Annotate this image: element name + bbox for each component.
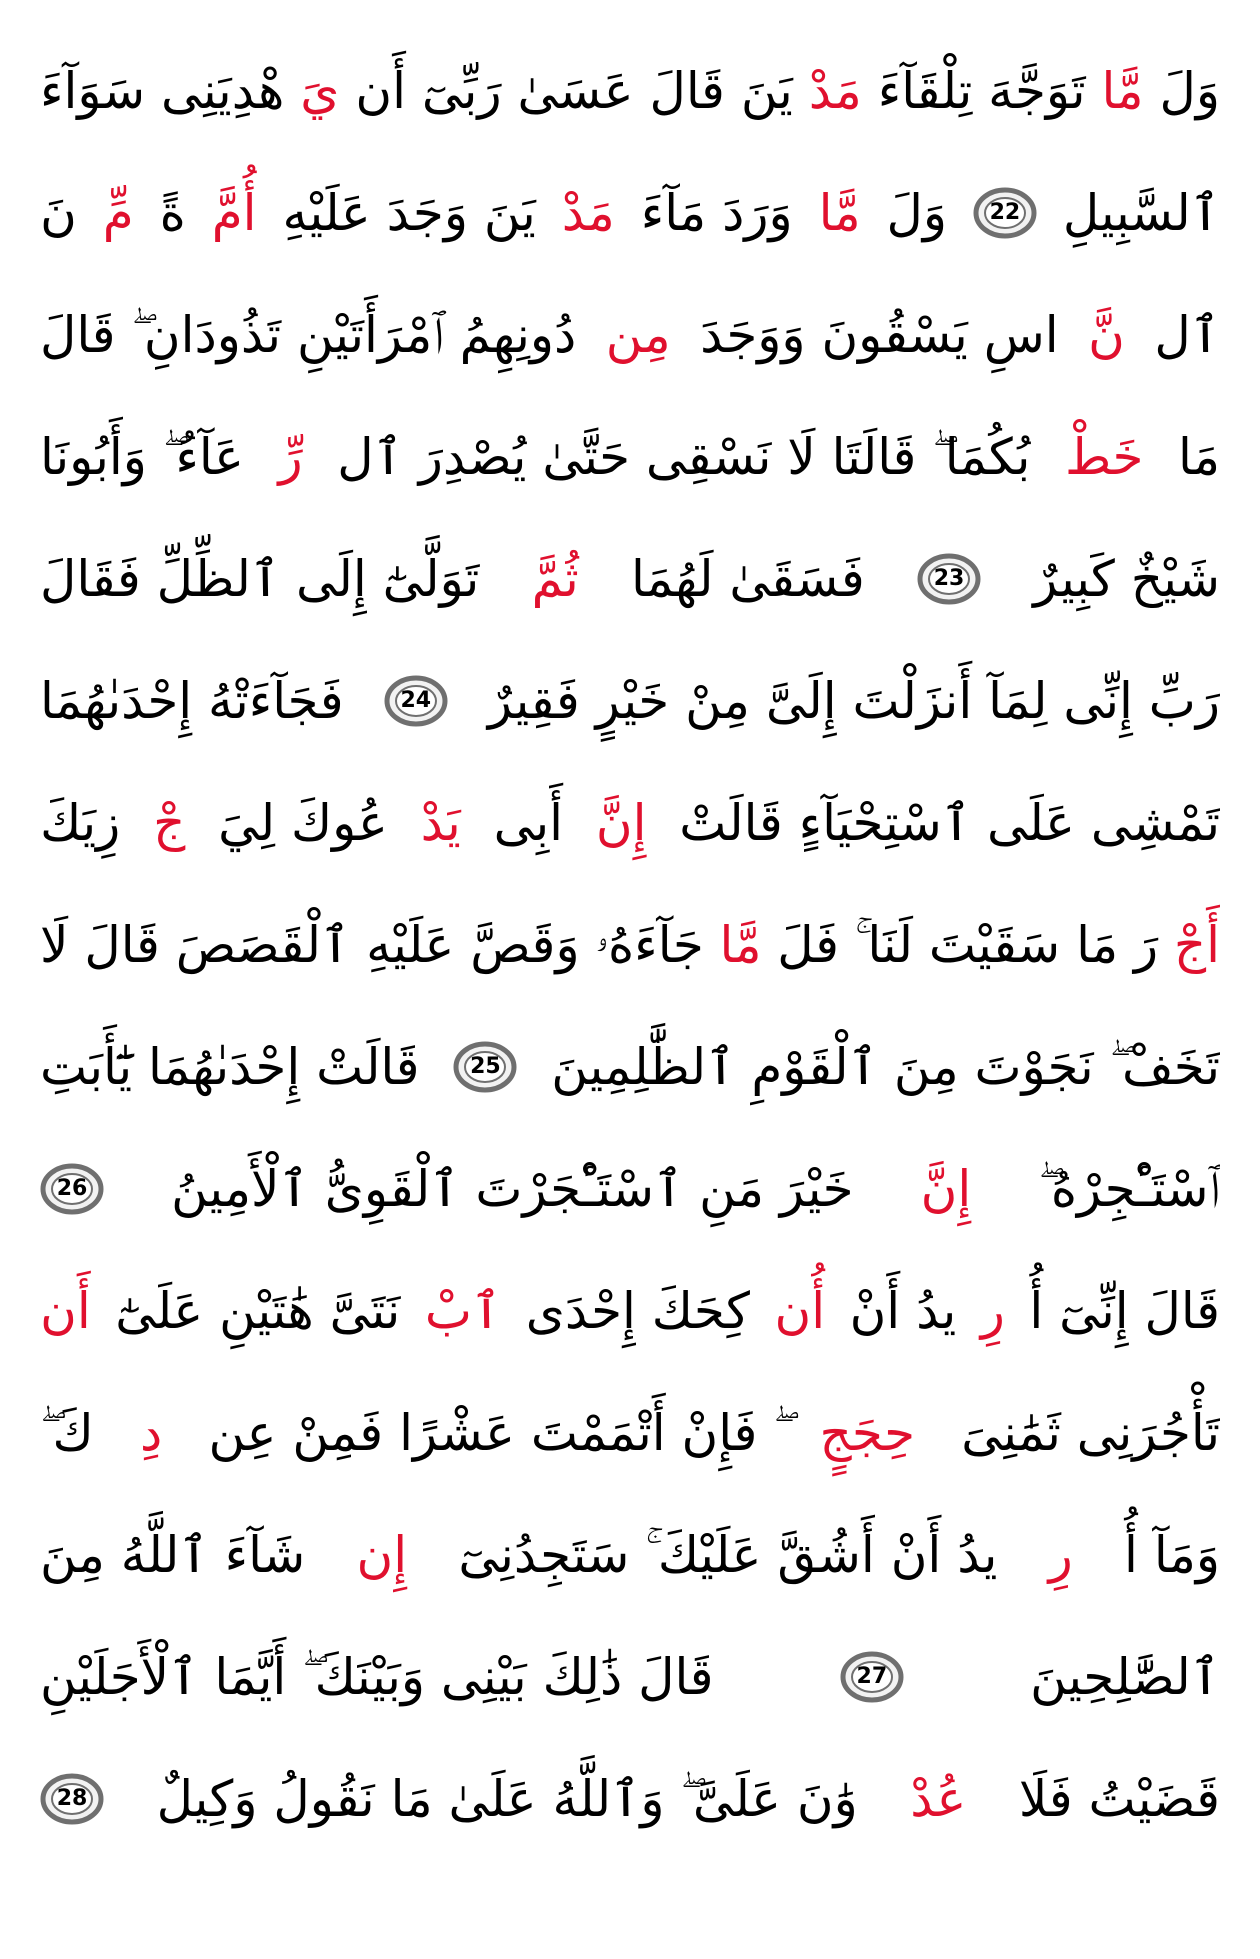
ayah-end-marker xyxy=(840,1651,904,1703)
verse-text: قَضَيْتُ فَلَا xyxy=(1018,1770,1220,1828)
verse-line xyxy=(40,1738,1220,1860)
tajweed-red-text: أُن xyxy=(774,1282,826,1340)
verse-text: عَآءُ ۖ وَأَبُونَا xyxy=(40,428,244,486)
tajweed-red-text: أُمَّ xyxy=(211,184,257,242)
verse-line xyxy=(40,1494,1220,1616)
tajweed-red-text: أَجْ xyxy=(1173,916,1220,974)
ayah-number: 28 xyxy=(56,1786,88,1811)
verse-text: اسِ يَسْقُونَ وَوَجَدَ xyxy=(700,306,1059,364)
verse-text: رَبِّ إِنِّى لِمَآ أَنزَلْتَ إِلَىَّ مِنْ خَيْرٍ فَقِيرٌ xyxy=(487,672,1220,730)
verse-line xyxy=(40,518,1220,640)
ayah-end-marker xyxy=(453,1041,517,1093)
verse-text: ٱل xyxy=(1154,306,1220,364)
tajweed-red-text: إِن xyxy=(356,1526,408,1584)
ayah-end-marker xyxy=(40,1773,104,1825)
verse-line xyxy=(40,152,1220,274)
verse-line xyxy=(40,274,1220,396)
verse-text: قَالَ ذَٰلِكَ بَيْنِى وَبَيْنَكَ ۖ أَيَّمَا ٱلْأَجَلَيْنِ xyxy=(40,1648,714,1706)
verse-text: وَٰنَ عَلَىَّ ۖ وَٱللَّهُ عَلَىٰ مَا نَقُولُ وَكِيلٌ xyxy=(156,1770,858,1828)
ayah-number: 24 xyxy=(400,688,432,713)
verse-text: شَيْخٌ كَبِيرٌ xyxy=(1033,550,1220,608)
tajweed-red-text: مَّا xyxy=(719,916,762,974)
verse-text: ٱلصَّٰلِحِينَ xyxy=(1030,1648,1220,1706)
ayah-number: 26 xyxy=(56,1176,88,1201)
ayah-end-marker xyxy=(973,187,1037,239)
tajweed-red-text: مَّا xyxy=(818,184,861,242)
verse-line xyxy=(40,884,1220,1006)
verse-text: هْدِيَنِى سَوَآءَ xyxy=(40,62,285,120)
verse-text: تَمْشِى عَلَى ٱسْتِحْيَآءٍ قَالَتْ xyxy=(679,794,1220,852)
tajweed-red-text: رِّ xyxy=(278,428,303,486)
verse-text: جَآءَهُۥ وَقَصَّ عَلَيْهِ ٱلْقَصَصَ قَالَ لَا xyxy=(40,916,704,974)
tajweed-red-text: نَّ xyxy=(1088,306,1125,364)
tajweed-red-text: عُدْ xyxy=(910,1770,967,1828)
tajweed-red-text: إِنَّ xyxy=(595,794,647,852)
ayah-number: 23 xyxy=(933,566,965,591)
verse-line xyxy=(40,1616,1220,1738)
verse-text: مَا xyxy=(1177,428,1220,486)
verse-text: تَوَجَّهَ تِلْقَآءَ xyxy=(877,62,1086,120)
ayah-end-marker xyxy=(384,675,448,727)
verse-text: ۖ فَإِنْ أَتْمَمْتَ عَشْرًا فَمِنْ عِن xyxy=(208,1404,774,1462)
verse-text: عُوكَ لِيَ xyxy=(218,794,388,852)
tajweed-red-text: مِن xyxy=(605,306,671,364)
verse-text: وَلَ xyxy=(886,184,947,242)
tajweed-red-text: دِ xyxy=(140,1404,163,1462)
verse-text: قَالَتْ إِحْدَىٰهُمَا يَٰٓأَبَتِ xyxy=(40,1038,420,1096)
verse-text: فَجَآءَتْهُ إِحْدَىٰهُمَا xyxy=(40,672,344,730)
verse-line xyxy=(40,762,1220,884)
verse-text: وَمَآ أُ xyxy=(1124,1526,1220,1584)
verse-line xyxy=(40,1128,1220,1250)
tajweed-red-text: خَطْ xyxy=(1065,428,1144,486)
tajweed-red-text: رِ xyxy=(980,1282,1005,1340)
verse-text: فَسَقَىٰ لَهُمَا xyxy=(631,550,865,608)
verse-text: يَنَ وَجَدَ عَلَيْهِ xyxy=(282,184,536,242)
verse-text: تَأْجُرَنِى ثَمَٰنِىَ xyxy=(961,1404,1220,1462)
tajweed-red-text: ثُمَّ xyxy=(531,550,579,608)
verse-text: دُونِهِمُ ٱمْرَأَتَيْنِ تَذُودَانِ ۖ قَالَ xyxy=(40,306,577,364)
verse-text: وَلَ xyxy=(1159,62,1220,120)
ayah-number: 25 xyxy=(470,1054,501,1079)
verse-text: ٱسْتَـْٔجِرْهُ ۖ xyxy=(1038,1160,1220,1218)
verse-line xyxy=(40,30,1220,152)
verse-text: أَبِى xyxy=(493,794,564,852)
tajweed-red-text: أَن xyxy=(40,1282,91,1340)
verse-text: نَ xyxy=(40,184,77,242)
verse-text: رَ مَا سَقَيْتَ لَنَا ۚ فَلَ xyxy=(777,916,1159,974)
verse-text: كِحَكَ إِحْدَى xyxy=(525,1282,750,1340)
verse-text: شَآءَ ٱللَّهُ مِنَ xyxy=(40,1526,306,1584)
verse-line xyxy=(40,640,1220,762)
tajweed-red-text: مِّ xyxy=(102,184,134,242)
verse-text: تَخَفْ ۖ نَجَوْتَ مِنَ ٱلْقَوْمِ ٱلظَّٰلِمِينَ xyxy=(551,1038,1220,1096)
tajweed-red-text: مَدْ xyxy=(561,184,615,242)
ayah-number: 27 xyxy=(856,1664,888,1689)
tajweed-red-text: يَ xyxy=(300,62,340,120)
verse-text: يدُ أَنْ xyxy=(849,1282,957,1340)
tajweed-red-text: إِنَّ xyxy=(920,1160,972,1218)
verse-line xyxy=(40,1372,1220,1494)
verse-text: يَنَ قَالَ عَسَىٰ رَبِّىٓ أَن xyxy=(355,62,793,120)
verse-line xyxy=(40,1250,1220,1372)
verse-line xyxy=(40,396,1220,518)
ayah-end-marker xyxy=(40,1163,104,1215)
verse-text: زِيَكَ xyxy=(40,794,121,852)
tajweed-red-text: جْ xyxy=(153,794,186,852)
verse-text: خَيْرَ مَنِ ٱسْتَـْٔجَرْتَ ٱلْقَوِىُّ ٱلْأَمِينُ xyxy=(171,1160,854,1218)
verse-text: قَالَ إِنِّىٓ أُ xyxy=(1029,1282,1220,1340)
verse-text: ٱلسَّبِيلِ xyxy=(1062,184,1220,242)
tajweed-red-text: حِجَجٍ xyxy=(819,1404,916,1462)
verse-lines xyxy=(40,30,1220,1860)
verse-line xyxy=(40,1006,1220,1128)
ayah-number: 22 xyxy=(989,200,1021,225)
verse-text: كَ ۖ xyxy=(40,1404,94,1462)
tajweed-red-text: ٱبْ xyxy=(424,1282,502,1340)
verse-text: يدُ أَنْ أَشُقَّ عَلَيْكَ ۚ سَتَجِدُنِىٓ xyxy=(458,1526,998,1584)
tajweed-red-text: مَّا xyxy=(1101,62,1144,120)
verse-text: وَرَدَ مَآءَ xyxy=(640,184,793,242)
tajweed-red-text: مَدْ xyxy=(808,62,862,120)
tajweed-red-text: يَدْ xyxy=(420,794,461,852)
ayah-end-marker xyxy=(917,553,981,605)
verse-text: بُكُمَا ۖ قَالَتَا لَا نَسْقِى حَتَّىٰ يُصْدِرَ ٱل xyxy=(337,428,1031,486)
verse-text: نَتَىَّ هَٰتَيْنِ عَلَىٰٓ xyxy=(115,1282,401,1340)
verse-text: تَوَلَّىٰٓ إِلَى ٱلظِّلِّ فَقَالَ xyxy=(40,550,480,608)
tajweed-red-text: رِ xyxy=(1048,1526,1073,1584)
verse-text: ةً xyxy=(159,184,186,242)
